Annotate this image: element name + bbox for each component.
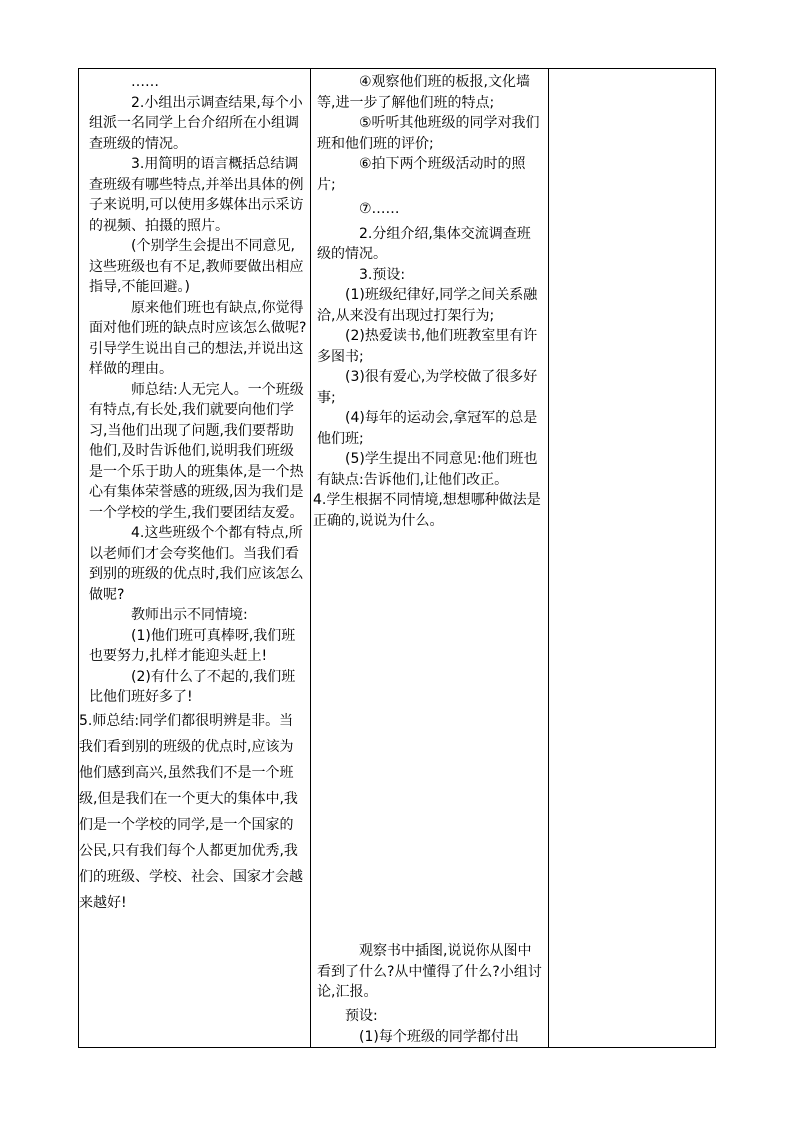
presupposition-5: (5)学生提出不同意见:他们班也有缺点:告诉他们,让他们改正。	[317, 451, 538, 488]
observe-illustration-paragraph: 观察书中插图,说说你从图中看到了什么?从中懂得了什么?小组讨论,汇报。	[317, 943, 542, 1000]
group-introduction: 2.分组介绍,集体交流调查班级的情况。	[317, 225, 531, 262]
listen-evaluation-item: ⑤听听其他班级的同学对我们班和他们班的评价;	[317, 115, 540, 152]
ellipsis-line: ……	[131, 74, 159, 90]
step-3-paragraph: 3.用简明的语言概括总结调查班级有哪些特点,并举出具体的例子来说明,可以使用多媒体出示采访的视频、拍摄的照片。	[89, 156, 304, 234]
situation-1: (1)他们班可真棒呀,我们班也要努力,扎样才能迎头赶上!	[89, 627, 296, 664]
presupposition-2: (2)热爱读书,他们班教室里有许多图书;	[317, 328, 538, 365]
teacher-summary-paragraph: 师总结:人无完人。一个班级有特点,有长处,我们就要向他们学习,当他们出现了问题,我们要帮助他们,及时告诉他们,说明我们班级是一个乐于助人的班集体,是一个热心有集体荣誉感的班级,因为我们是一个学校的学生,我们要团结友爱。	[89, 381, 304, 521]
observe-blackboard-item: ④观察他们班的板报,文化墙等,进一步了解他们班的特点;	[317, 74, 531, 111]
situations-heading: 教师出示不同情境:	[131, 607, 248, 623]
column-divider-2	[548, 69, 549, 1047]
question-paragraph: 原来他们班也有缺点,你觉得面对他们班的缺点时应该怎么做呢?引导学生说出自己的想法,并说出这样做的理由。	[89, 299, 307, 377]
step-5-summary: 5.师总结:同学们都很明辨是非。当我们看到别的班级的优点时,应该为他们感到高兴,虽然我们不是一个班级,但是我们在一个更大的集体中,我们是一个学校的同学,是一个国家的公民,只有我们每个人都更加优秀,我们的班级、学校、社会、国家才会越来越好!	[79, 712, 303, 911]
situation-2: (2)有什么了不起的,我们班比他们班好多了!	[89, 668, 296, 705]
student-step-4: 4.学生根据不同情境,想想哪种做法是正确的,说说为什么。	[313, 492, 541, 529]
lesson-plan-table	[78, 68, 716, 1048]
presupposition-4: (4)每年的运动会,拿冠军的总是他们班;	[317, 410, 538, 447]
column-divider-1	[310, 69, 311, 1047]
presupposition-3: (3)很有爱心,为学校做了很多好事;	[317, 369, 538, 406]
presupposition-heading-2: 预设:	[345, 1008, 378, 1024]
presupposition-item-1: (1)每个班级的同学都付出	[359, 1029, 519, 1045]
take-photos-item: ⑥拍下两个班级活动时的照片;	[317, 156, 526, 193]
presupposition-heading: 3.预设:	[359, 266, 406, 283]
step-2-paragraph: 2.小组出示调查结果,每个小组派一名同学上台介绍所在小组调查班级的情况。	[89, 94, 303, 152]
note-paragraph: (个别学生会提出不同意见,这些班级也有不足,教师要做出相应指导,不能回避。)	[89, 238, 304, 295]
notes-column	[553, 69, 713, 1047]
ellipsis-item: ⑦……	[359, 201, 400, 217]
teacher-activity-column	[79, 69, 307, 1047]
step-4-paragraph: 4.这些班级个个都有特点,所以老师们才会夸奖他们。当我们看到别的班级的优点时,我们应该怎么做呢?	[89, 525, 304, 603]
student-activity-column	[313, 69, 543, 1047]
presupposition-1: (1)班级纪律好,同学之间关系融洽,从来没有出现过打架行为;	[317, 287, 538, 324]
